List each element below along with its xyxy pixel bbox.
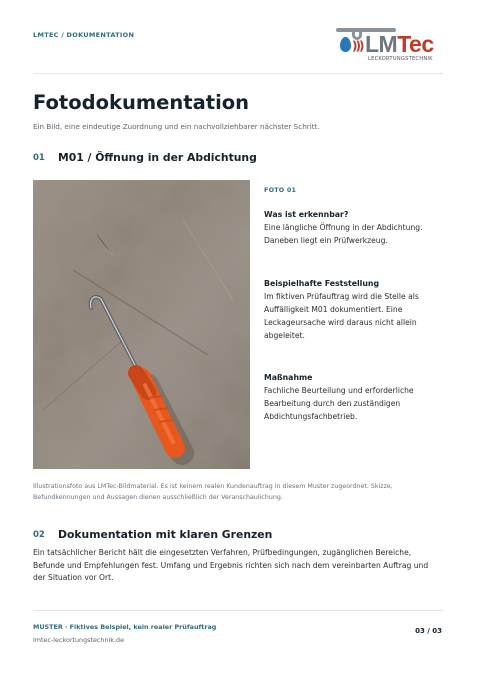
block-heading: Beispielhafte Feststellung	[264, 279, 380, 288]
finding-block	[264, 277, 442, 342]
section-title: M01 / Öffnung in der Abdichtung	[58, 151, 257, 164]
inspection-photo	[33, 180, 250, 469]
footer-divider	[33, 610, 443, 611]
footer-label: MUSTER · Fiktives Beispiel, kein realer Prüfauftrag	[33, 623, 217, 631]
page-subtitle: Ein Bild, eine eindeutige Zuordnung und ein nachvollziehbarer nächster Schritt.	[33, 122, 320, 131]
photo-description	[264, 186, 442, 423]
block-heading: Maßnahme	[264, 373, 313, 382]
observation-block	[264, 208, 442, 247]
section-title: Dokumentation mit klaren Grenzen	[58, 528, 273, 541]
page-title: Fotodokumentation	[33, 91, 250, 114]
block-text: Fachliche Beurteilung und erforderliche Bearbeitung durch den zuständigen Abdichtungsfachbetrieb.	[264, 386, 414, 421]
section-number: 01	[33, 153, 45, 163]
photo-label: FOTO 01	[264, 186, 297, 194]
block-heading: Was ist erkennbar?	[264, 210, 349, 219]
measure-block	[264, 371, 442, 423]
logo-subtitle: LECKORTUNGSTECHNIK	[368, 56, 433, 62]
block-text: Im fiktiven Prüfauftrag wird die Stelle als Auffälligkeit M01 dokumentiert. Eine Leckageursache wird daraus nicht allein abgeleitet.	[264, 292, 419, 340]
logo-wave-icon: )))	[352, 39, 363, 53]
section-number: 02	[33, 530, 45, 540]
lmtec-logo	[334, 25, 444, 67]
photo-caption: Illustrationsfoto aus LMTec-Bildmaterial. Es ist keinem realen Kundenauftrag in diesem Muster zugeordnet. Skizze, Befundkennungen und Aussagen dienen ausschließlich der Veranschaulichung.	[33, 483, 393, 501]
page-number: 03 / 03	[415, 627, 442, 635]
footer-url: lmtec-leckortungstechnik.de	[33, 636, 125, 644]
logo-wordmark: LMTec	[365, 31, 434, 57]
section-text: Ein tatsächlicher Bericht hält die eingesetzten Verfahren, Prüfbedingungen, zugänglichen Bereiche, Befunde und Empfehlungen fest. Umfang und Ergebnis richten sich nach dem vereinbarten Auftrag und der Situation vor Ort.	[33, 548, 429, 583]
block-text: Eine längliche Öffnung in der Abdichtung. Daneben liegt ein Prüfwerkzeug.	[264, 223, 423, 245]
header-label: LMTEC / DOKUMENTATION	[33, 31, 135, 39]
logo-drop-icon	[340, 37, 351, 52]
header-divider	[33, 73, 443, 74]
